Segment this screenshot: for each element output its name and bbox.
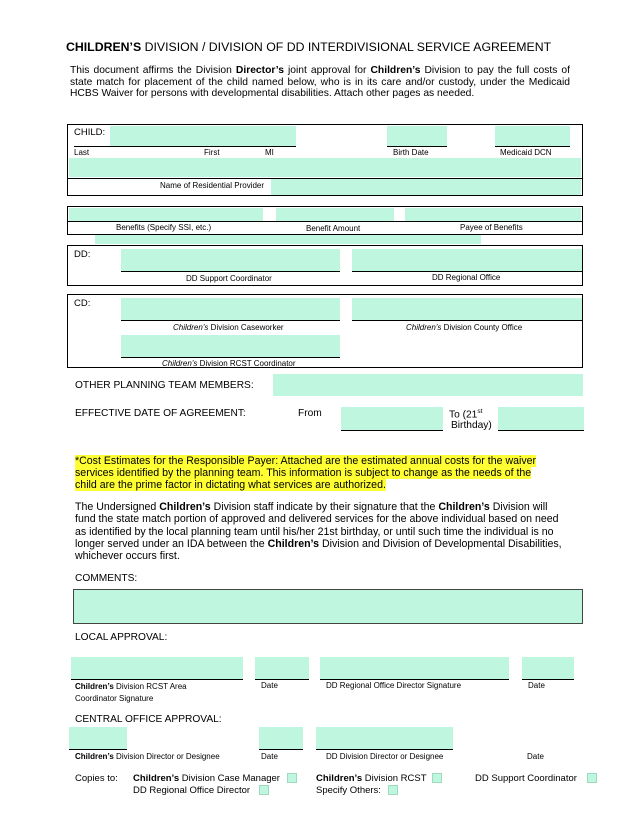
dd-director-label: DD Division Director or Designee	[326, 752, 444, 761]
dd-office-field[interactable]	[352, 249, 582, 271]
payee-label: Payee of Benefits	[460, 223, 523, 232]
central-date-label-1: Date	[261, 752, 278, 761]
central-approval-title: CENTRAL OFFICE APPROVAL:	[75, 714, 222, 725]
birth-date-label: Birth Date	[393, 148, 429, 157]
central-date-label-2: Date	[527, 752, 544, 761]
dcn-line	[495, 146, 570, 147]
last-label: Last	[74, 148, 90, 157]
intro-paragraph: This document affirms the Division Director’s joint approval for Children’s Division to pay the full costs of state match for placement of the child named below, who is in its care and/or custody, under the Medicaid HCBS Waiver for persons with developmental disabilities. Attach other pages as needed.	[70, 65, 570, 100]
central-date-line	[259, 749, 303, 750]
copy-dd-regional-label: DD Regional Office Director	[133, 785, 251, 796]
benefits-line	[68, 221, 582, 222]
cd-rcst-field[interactable]	[121, 335, 340, 357]
dd-coordinator-label: DD Support Coordinator	[186, 274, 272, 283]
dd-office-label: DD Regional Office	[432, 273, 501, 282]
director-signature-line	[69, 749, 127, 750]
to-date-field[interactable]	[498, 407, 584, 430]
to-date-line	[498, 430, 584, 431]
dd-regional-signature-label: DD Regional Office Director Signature	[326, 681, 462, 690]
undersigned-paragraph: The Undersigned Children’s Division staff indicate by their signature that the Children’s Division will fund the state match portion of approved and delivered services for the above individual based on need as identified by the local planning team until his/her 21st birthday, or until such time the individual is no longer served under an IDA between the Children’s Division and Division of Developmental Disabilities, whichever occurs first.	[75, 501, 562, 563]
from-label: From	[298, 408, 322, 419]
from-date-field[interactable]	[341, 407, 443, 430]
local-date-line-1	[255, 679, 309, 680]
copy-dd-regional-checkbox[interactable]	[259, 785, 269, 795]
cd-label: CD:	[74, 298, 91, 309]
cd-caseworker-field[interactable]	[121, 298, 340, 320]
dcn-label: Medicaid DCN	[500, 148, 552, 157]
to-label: To (21st	[449, 408, 483, 421]
cd-county-line	[352, 320, 582, 321]
cd-rcst-line	[121, 357, 340, 358]
benefit-amount-label: Benefit Amount	[306, 224, 361, 233]
copy-rcst-checkbox[interactable]	[432, 773, 442, 783]
copy-dd-coordinator-checkbox[interactable]	[587, 773, 597, 783]
local-date-label-1: Date	[261, 681, 278, 690]
from-date-line	[341, 430, 443, 431]
rcst-signature-line	[71, 679, 243, 680]
other-members-field[interactable]	[273, 374, 583, 396]
cd-caseworker-line	[121, 320, 340, 321]
dd-coordinator-line	[121, 271, 340, 272]
central-date-field[interactable]	[259, 727, 303, 749]
comments-field[interactable]	[73, 589, 583, 624]
local-approval-title: LOCAL APPROVAL:	[75, 632, 168, 643]
other-members-label: OTHER PLANNING TEAM MEMBERS:	[75, 380, 254, 391]
copy-rcst-label: Children’s Division RCST	[316, 773, 427, 784]
dd-regional-signature-field[interactable]	[320, 657, 509, 679]
birthday-label: Birthday)	[451, 420, 492, 431]
copy-specify-label: Specify Others:	[316, 785, 381, 796]
child-line	[74, 146, 296, 147]
dd-office-line	[352, 271, 582, 272]
benefit-amount-field[interactable]	[276, 208, 394, 221]
residential-provider-field[interactable]	[271, 179, 581, 195]
rcst-signature-field[interactable]	[71, 657, 243, 679]
benefits-label: Benefits (Specify SSI, etc.)	[116, 223, 212, 232]
page-title: CHILDREN’S DIVISION / DIVISION OF DD INTERDIVISIONAL SERVICE AGREEMENT	[66, 40, 552, 54]
copy-specify-checkbox[interactable]	[388, 785, 398, 795]
payee-field[interactable]	[405, 208, 581, 221]
child-details-field[interactable]	[69, 158, 581, 177]
child-name-field[interactable]	[110, 126, 296, 146]
medicaid-dcn-field[interactable]	[495, 126, 570, 146]
local-date-field-2[interactable]	[522, 657, 574, 679]
effective-date-label: EFFECTIVE DATE OF AGREEMENT:	[75, 408, 246, 419]
cd-caseworker-label: Children’s Division Caseworker	[173, 323, 284, 332]
cd-rcst-label: Children’s Division RCST Coordinator	[162, 359, 296, 368]
director-signature-label: Children’s Division Director or Designee	[75, 752, 220, 761]
dd-director-line	[316, 749, 453, 750]
dd-coordinator-field[interactable]	[121, 249, 340, 271]
first-label: First	[204, 148, 220, 157]
copies-label: Copies to:	[75, 773, 118, 784]
cd-county-label: Children’s Division County Office	[406, 323, 523, 332]
local-date-line-2	[522, 679, 574, 680]
child-label: CHILD:	[74, 127, 106, 138]
benefits-extra-field[interactable]	[95, 235, 481, 244]
copy-dd-coordinator-label: DD Support Coordinator	[475, 773, 577, 784]
dd-label: DD:	[74, 249, 91, 260]
birth-date-line	[387, 146, 447, 147]
director-signature-field[interactable]	[69, 727, 127, 749]
provider-label: Name of Residential Provider	[160, 181, 265, 190]
cost-estimate-note: *Cost Estimates for the Responsible Payer: Attached are the estimated annual costs for the waiver services identified by the planning team. This information is subject to change as the needs of the child are the prime factor in dictating what services are authorized.	[75, 455, 537, 492]
benefits-type-field[interactable]	[69, 208, 263, 221]
copy-case-manager-label: Children’s Division Case Manager	[133, 773, 280, 784]
mi-label: MI	[265, 148, 274, 157]
cd-county-field[interactable]	[352, 298, 582, 320]
birth-date-field[interactable]	[387, 126, 447, 146]
dd-regional-signature-line	[320, 679, 509, 680]
comments-label: COMMENTS:	[75, 573, 138, 584]
local-date-label-2: Date	[528, 681, 545, 690]
rcst-signature-label: Children’s Division RCST Area Coordinator Signature	[75, 682, 187, 703]
copy-case-manager-checkbox[interactable]	[287, 773, 297, 783]
local-date-field-1[interactable]	[255, 657, 309, 679]
dd-director-field[interactable]	[316, 727, 453, 749]
